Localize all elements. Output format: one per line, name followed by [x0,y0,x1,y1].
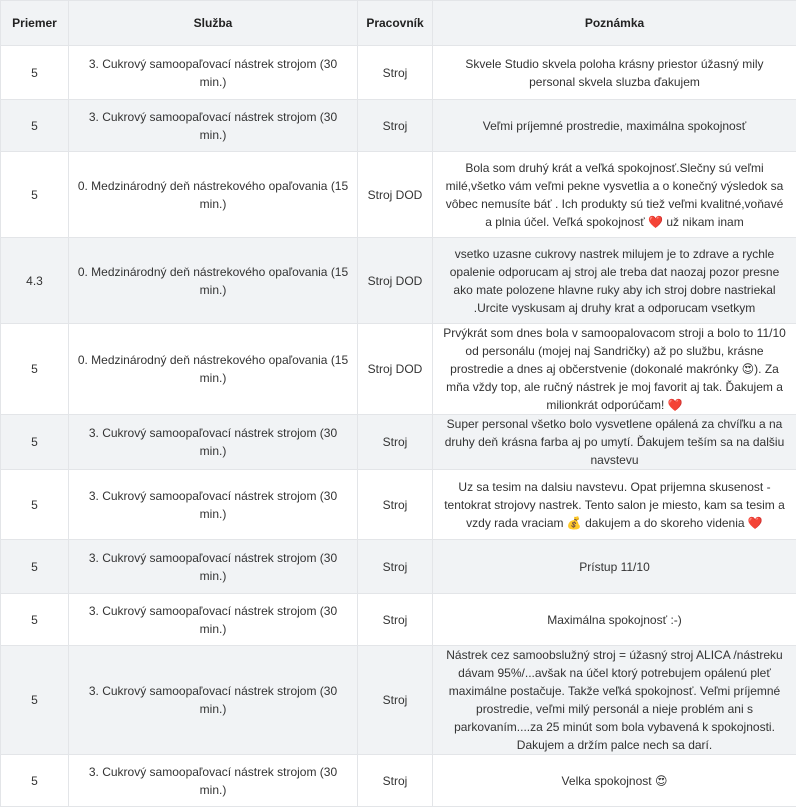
service-cell: 0. Medzinárodný deň nástrekového opaľovania (15 min.) [69,238,358,324]
worker-cell: Stroj [358,470,433,540]
worker-cell: Stroj [358,540,433,594]
note-cell: Prvýkrát som dnes bola v samoopalovacom stroji a bolo to 11/10 od personálu (mojej naj Sandričky) až po službu, krásne prostredie a dnes aj občerstvenie (dokonalé makrónky 😍). Za mňa vždy top, ale ručný nástrek je moj favorit aj tak. Ďakujem a milionkrát odporúčam! ❤️ [433,324,796,415]
table-row [1,540,796,594]
note-cell: Super personal všetko bolo vysvetlene opálená za chvíľku a na druhy deň krásna farba aj po umytí. Ďakujem teším sa na dalšiu navstevu [433,415,796,470]
rating-cell: 5 [1,415,69,470]
note-cell: Velka spokojnost 😍 [433,755,796,807]
service-cell: 3. Cukrový samoopaľovací nástrek strojom (30 min.) [69,646,358,755]
rating-cell: 5 [1,540,69,594]
note-cell: Nástrek cez samoobslužný stroj = úžasný stroj ALICA /nástreku dávam 95%/...avšak na účel ktorý potrebujem opálenú pleť maximálne postačuje. Takže veľká spokojnosť. Veľmi príjemné prostredie, veľmi milý personál a nieje problém ani s parkovaním....za 25 minút som bola vybavená k spokojnosti. Dakujem a držím palce nech sa darí. [433,646,796,755]
note-cell: Skvele Studio skvela poloha krásny priestor úžasný mily personal skvela sluzba ďakujem [433,46,796,100]
worker-cell: Stroj [358,415,433,470]
note-cell: Veľmi príjemné prostredie, maximálna spokojnosť [433,100,796,152]
rating-cell: 5 [1,594,69,646]
table-row [1,152,796,238]
header-service[interactable]: Služba [69,1,358,46]
table-row [1,755,796,807]
rating-cell: 5 [1,646,69,755]
worker-cell: Stroj DOD [358,152,433,238]
worker-cell: Stroj [358,594,433,646]
worker-cell: Stroj DOD [358,238,433,324]
header-note[interactable]: Poznámka [433,1,796,46]
worker-cell: Stroj [358,100,433,152]
table-row [1,470,796,540]
service-cell: 3. Cukrový samoopaľovací nástrek strojom (30 min.) [69,46,358,100]
service-cell: 3. Cukrový samoopaľovací nástrek strojom (30 min.) [69,100,358,152]
note-cell: Maximálna spokojnosť :-) [433,594,796,646]
table-row [1,415,796,470]
worker-cell: Stroj [358,755,433,807]
worker-cell: Stroj DOD [358,324,433,415]
service-cell: 3. Cukrový samoopaľovací nástrek strojom (30 min.) [69,470,358,540]
note-cell: vsetko uzasne cukrovy nastrek milujem je to zdrave a rychle opalenie odporucam aj stroj ale treba dat naozaj pozor presne ako mate polozene hlavne ruky aby ich stroj dobre nastriekal .Urcite vyskusam aj druhy krat a odporucam vsetkym [433,238,796,324]
note-cell: Prístup 11/10 [433,540,796,594]
worker-cell: Stroj [358,46,433,100]
service-cell: 3. Cukrový samoopaľovací nástrek strojom (30 min.) [69,415,358,470]
service-cell: 3. Cukrový samoopaľovací nástrek strojom (30 min.) [69,594,358,646]
rating-cell: 5 [1,46,69,100]
rating-cell: 5 [1,470,69,540]
table-row [1,646,796,755]
rating-cell: 5 [1,152,69,238]
rating-cell: 5 [1,755,69,807]
header-rating[interactable]: Priemer [1,1,69,46]
rating-cell: 4.3 [1,238,69,324]
rating-cell: 5 [1,100,69,152]
service-cell: 0. Medzinárodný deň nástrekového opaľovania (15 min.) [69,324,358,415]
table-row [1,46,796,100]
table-row [1,324,796,415]
header-worker[interactable]: Pracovník [358,1,433,46]
rating-cell: 5 [1,324,69,415]
table-header-row [1,1,796,46]
table-row [1,594,796,646]
table-row [1,238,796,324]
table-row [1,100,796,152]
note-cell: Bola som druhý krát a veľká spokojnosť.Slečny sú veľmi milé,všetko vám veľmi pekne vysvetlia a o konečný výsledok sa vôbec nemusíte báť . Ich produkty sú tiež veľmi kvalitné,voňavé a plnia účel. Veľká spokojnosť ❤️ už nikam inam [433,152,796,238]
service-cell: 3. Cukrový samoopaľovací nástrek strojom (30 min.) [69,540,358,594]
note-cell: Uz sa tesim na dalsiu navstevu. Opat prijemna skusenost - tentokrat strojovy nastrek. Tento salon je miesto, kam sa tesim a vzdy rada vraciam 💰 dakujem a do skoreho videnia ❤️ [433,470,796,540]
worker-cell: Stroj [358,646,433,755]
service-cell: 3. Cukrový samoopaľovací nástrek strojom (30 min.) [69,755,358,807]
service-cell: 0. Medzinárodný deň nástrekového opaľovania (15 min.) [69,152,358,238]
